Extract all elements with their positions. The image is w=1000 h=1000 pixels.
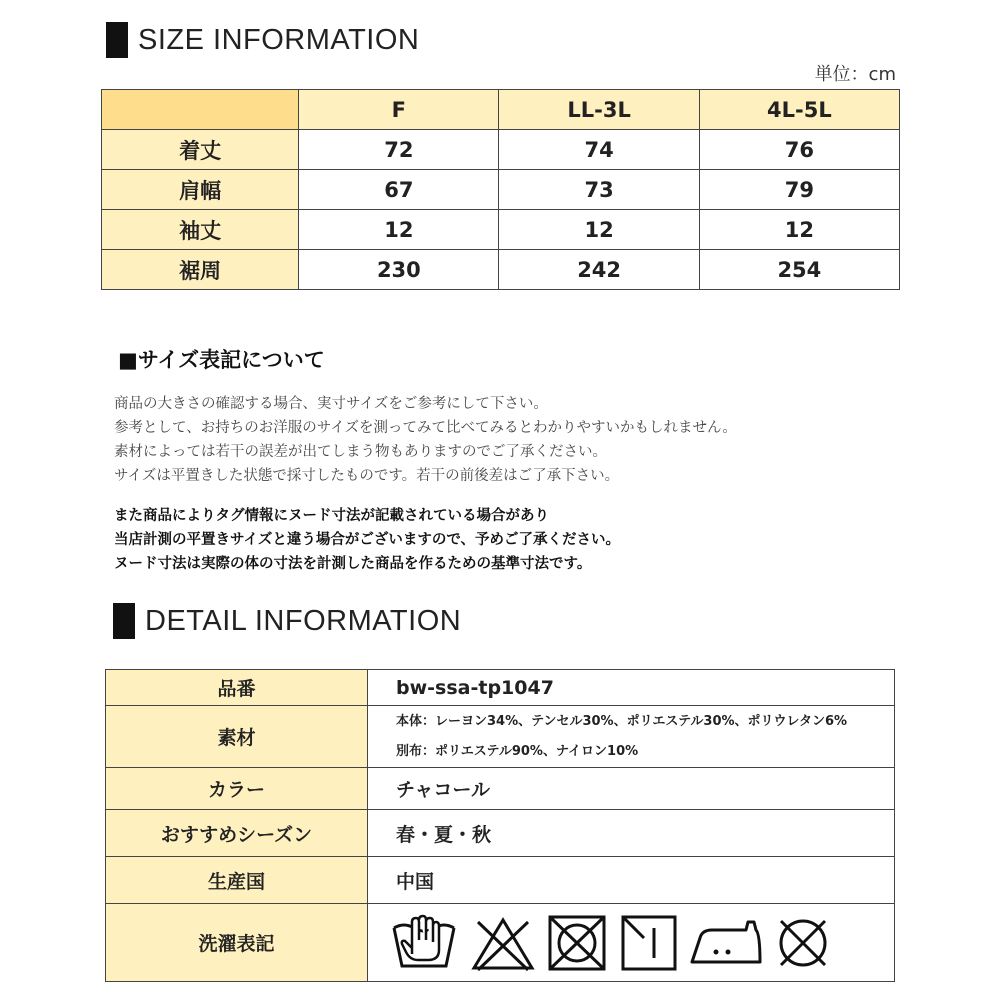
size-section-header xyxy=(106,22,419,58)
no-bleach-icon xyxy=(470,914,536,972)
size-table-row xyxy=(102,210,900,250)
detail-section-title: DETAIL INFORMATION xyxy=(145,604,462,637)
material-line: 別布：ポリエステル90%、ナイロン10% xyxy=(396,743,639,759)
detail-table xyxy=(105,669,895,982)
origin-value: 中国 xyxy=(368,857,895,904)
detail-label: 素材 xyxy=(106,706,368,768)
note-line: 参考として、お持ちのお洋服のサイズを測ってみて比べてみるとわかりやすいかもしれません。 xyxy=(114,420,737,436)
size-row-label: 裾周 xyxy=(102,250,299,290)
size-cell: 12 xyxy=(699,210,899,250)
detail-label: 洗濯表記 xyxy=(106,904,368,982)
note-bold-line: 当店計測の平置きサイズと違う場合がございますので、予めご了承ください。 xyxy=(114,532,621,548)
care-symbol-row xyxy=(388,914,894,972)
size-cell: 12 xyxy=(499,210,699,250)
size-col-header: 4L-5L xyxy=(699,90,899,130)
size-cell: 76 xyxy=(699,130,899,170)
unit-label: 単位：cm xyxy=(814,64,896,85)
size-cell: 79 xyxy=(699,170,899,210)
size-col-header: LL-3L xyxy=(499,90,699,130)
size-table-corner xyxy=(102,90,299,130)
section-marker xyxy=(113,603,135,639)
care-symbols xyxy=(368,904,895,982)
size-section-title: SIZE INFORMATION xyxy=(138,23,420,56)
detail-section-header xyxy=(113,603,461,639)
size-table xyxy=(101,89,900,290)
size-cell: 74 xyxy=(499,130,699,170)
color-value: チャコール xyxy=(368,768,895,810)
size-cell: 73 xyxy=(499,170,699,210)
detail-label: おすすめシーズン xyxy=(106,810,368,857)
material-line: 本体：レーヨン34%、テンセル30%、ポリエステル30%、ポリウレタン6% xyxy=(396,713,848,729)
size-table-row xyxy=(102,170,900,210)
size-table-row xyxy=(102,130,900,170)
size-table-row xyxy=(102,250,900,290)
line-dry-shade-icon xyxy=(620,914,678,972)
size-cell: 67 xyxy=(299,170,499,210)
detail-row-product-no xyxy=(106,670,895,706)
note-line: 素材によっては若干の誤差が出てしまう物もありますのでご了承ください。 xyxy=(114,444,607,460)
product-no-value: bw-ssa-tp1047 xyxy=(368,670,895,706)
no-dry-clean-icon xyxy=(774,914,832,972)
size-cell: 12 xyxy=(299,210,499,250)
detail-label: カラー xyxy=(106,768,368,810)
size-cell: 254 xyxy=(699,250,899,290)
season-value: 春・夏・秋 xyxy=(368,810,895,857)
section-marker xyxy=(106,22,128,58)
material-value xyxy=(368,706,895,768)
detail-row-color xyxy=(106,768,895,810)
size-row-label: 袖丈 xyxy=(102,210,299,250)
detail-row-origin xyxy=(106,857,895,904)
detail-label: 品番 xyxy=(106,670,368,706)
iron-low-icon xyxy=(688,914,764,972)
detail-row-season xyxy=(106,810,895,857)
size-notes-bold xyxy=(114,504,620,576)
no-tumble-dry-icon xyxy=(546,914,608,972)
size-table-header-row xyxy=(102,90,900,130)
size-cell: 72 xyxy=(299,130,499,170)
detail-row-material xyxy=(106,706,895,768)
hand-wash-icon xyxy=(388,914,460,972)
size-row-label: 着丈 xyxy=(102,130,299,170)
note-bold-line: また商品によりタグ情報にヌード寸法が記載されている場合があり xyxy=(114,508,549,524)
detail-label: 生産国 xyxy=(106,857,368,904)
note-bold-line: ヌード寸法は実際の体の寸法を計測した商品を作るための基準寸法です。 xyxy=(114,556,592,572)
size-notes-title: ■サイズ表記について xyxy=(118,348,325,372)
note-line: サイズは平置きした状態で採寸したものです。若干の前後差はご了承下さい。 xyxy=(114,468,620,484)
size-notes-body xyxy=(114,392,737,488)
size-col-header: F xyxy=(299,90,499,130)
size-row-label: 肩幅 xyxy=(102,170,299,210)
note-line: 商品の大きさの確認する場合、実寸サイズをご参考にして下さい。 xyxy=(114,396,548,412)
size-cell: 230 xyxy=(299,250,499,290)
size-cell: 242 xyxy=(499,250,699,290)
detail-row-care xyxy=(106,904,895,982)
